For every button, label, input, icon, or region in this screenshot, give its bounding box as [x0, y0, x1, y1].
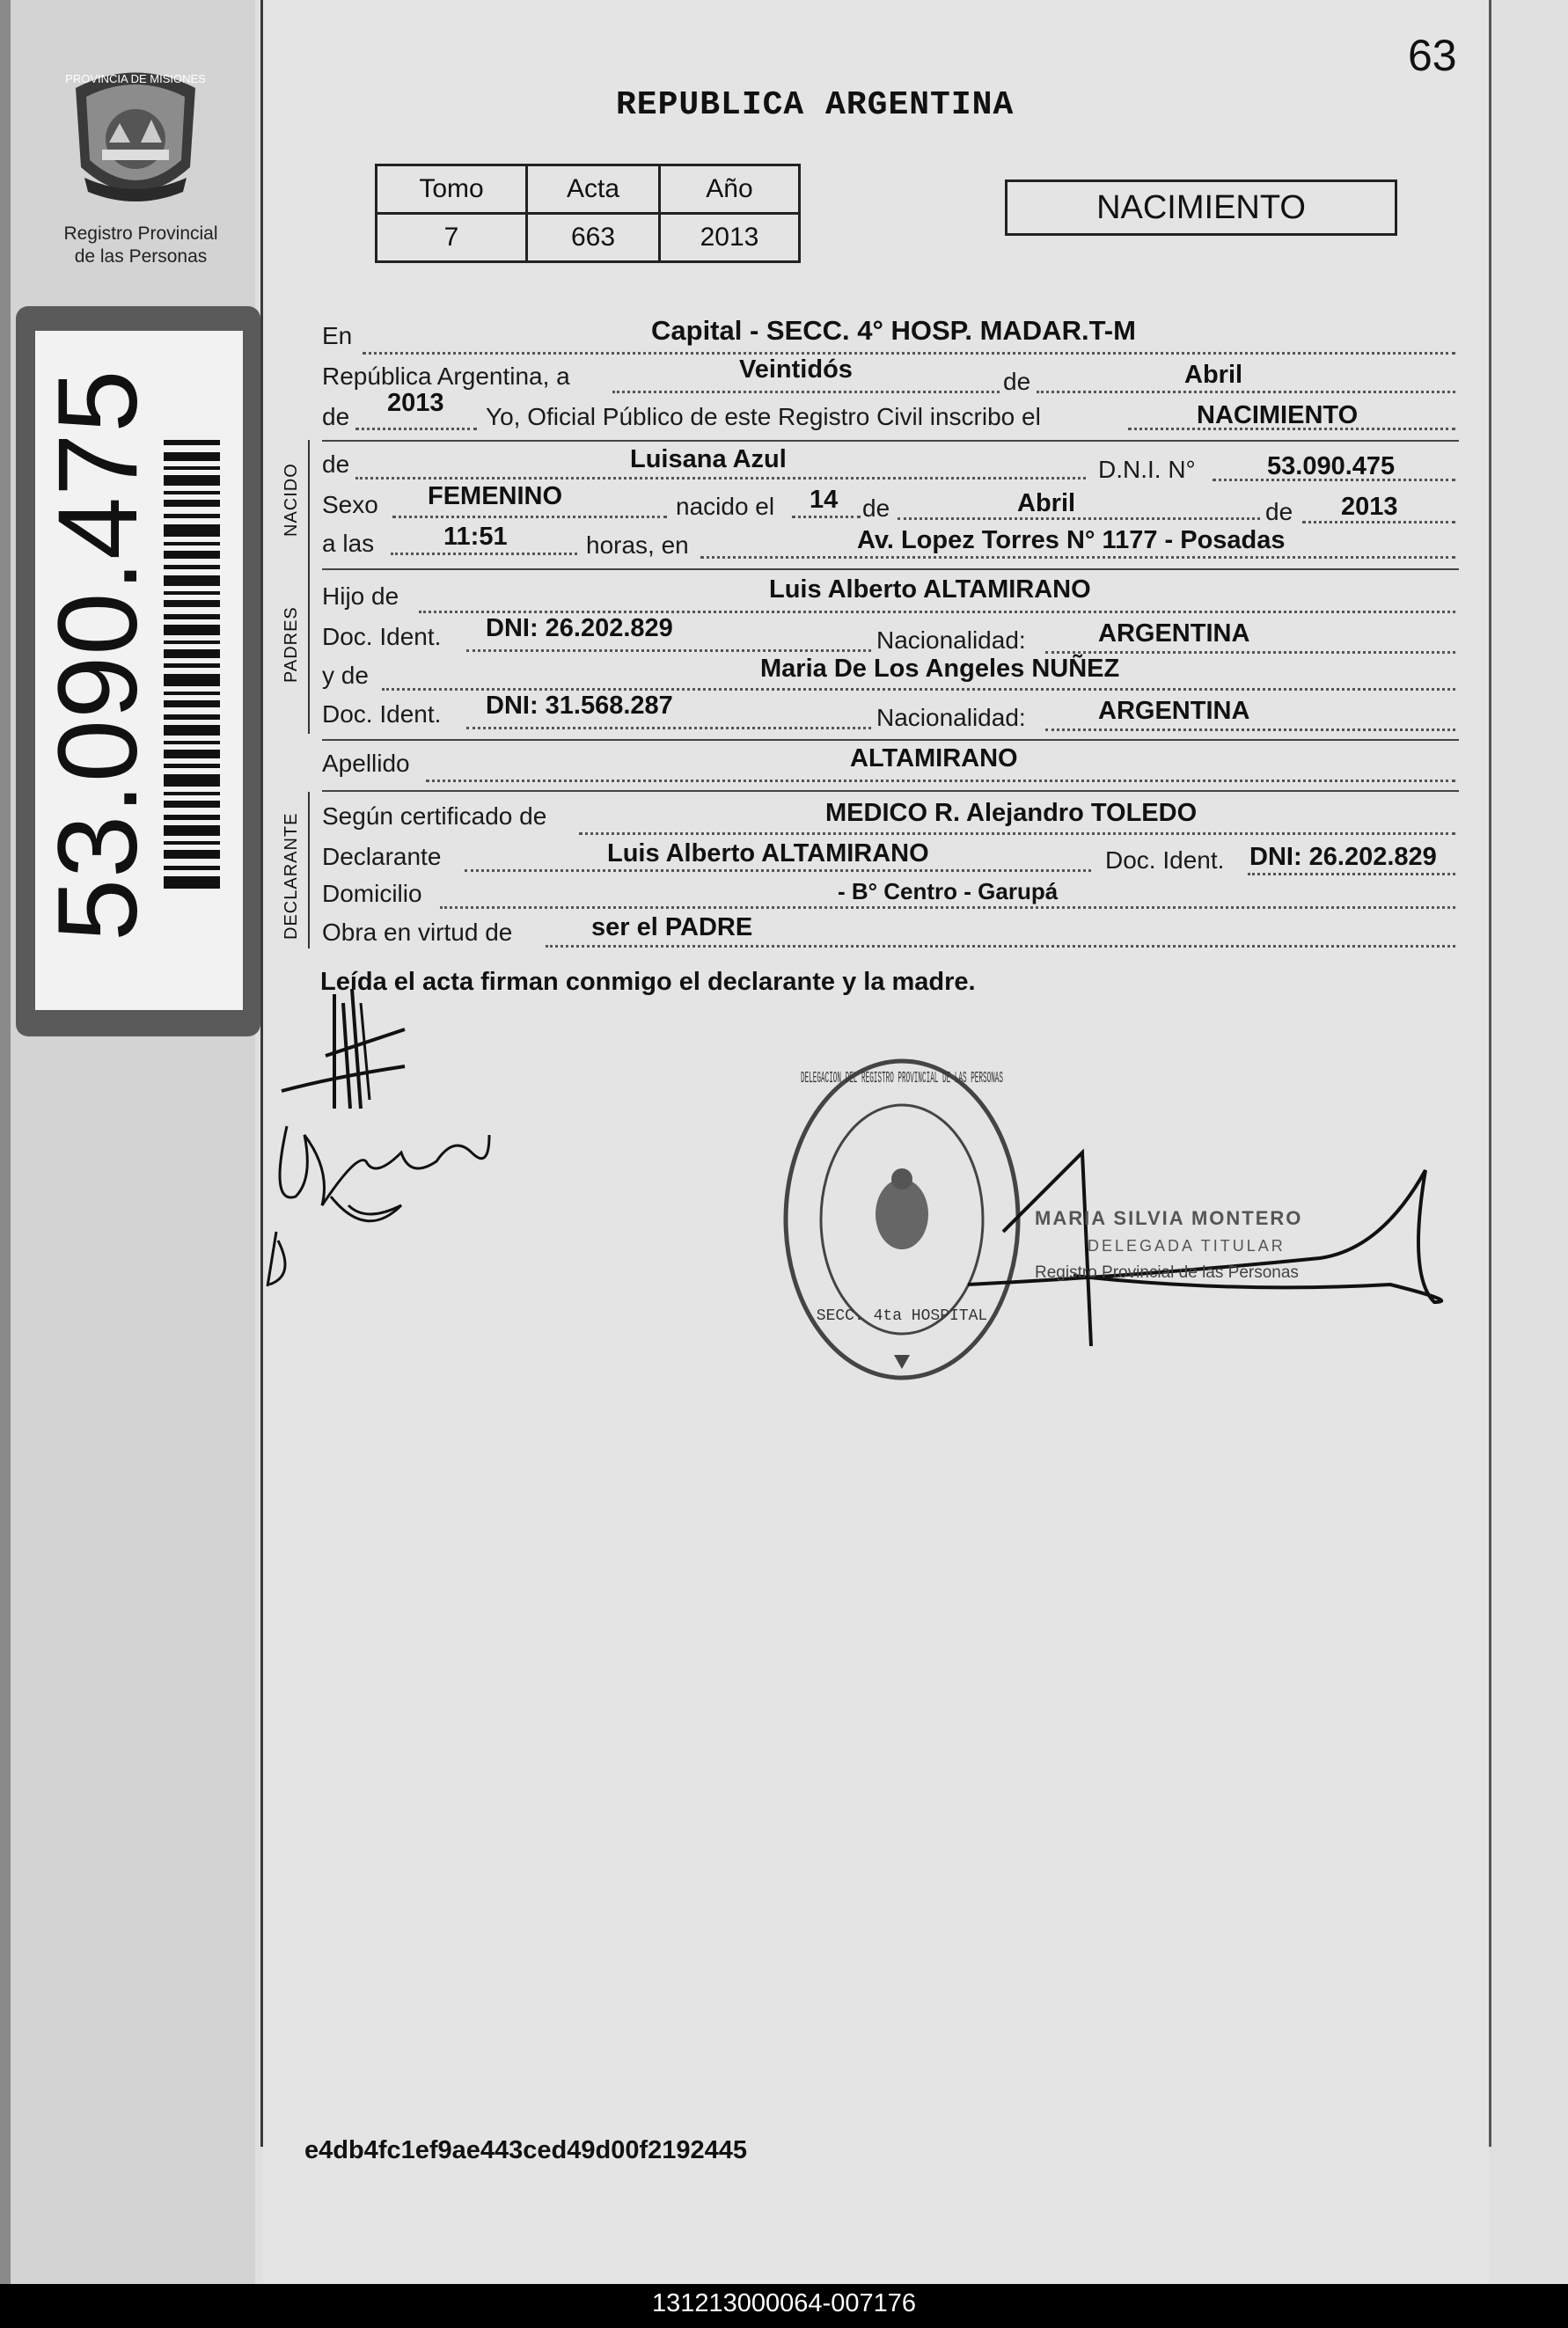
year-field: 2013 — [387, 389, 444, 417]
certificado-field: MEDICO R. Alejandro TOLEDO — [825, 799, 1198, 827]
inscribe-field: NACIMIENTO — [1197, 401, 1359, 429]
doc-label: Doc. Ident. — [322, 623, 442, 650]
page-number: 63 — [1408, 31, 1457, 80]
nac-label: Nacionalidad: — [876, 626, 1026, 654]
apellido-label: Apellido — [322, 750, 410, 777]
mother-name-field: Maria De Los Angeles NUÑEZ — [760, 655, 1120, 683]
closing-statement: Leída el acta firman conmigo el declarante y la madre. — [320, 968, 976, 996]
section-rule — [322, 440, 1459, 442]
official-name: MARIA SILVIA MONTERO — [1035, 1207, 1303, 1229]
de-label: de — [1003, 368, 1031, 395]
father-doc-field: DNI: 26.202.829 — [486, 614, 673, 642]
hijo-label: Hijo de — [322, 582, 399, 610]
ref-value-ano: 2013 — [660, 214, 800, 262]
binding-edge — [0, 0, 11, 2284]
alas-label: a las — [322, 530, 375, 557]
horas-label: horas, en — [586, 531, 689, 559]
nac-label: Nacionalidad: — [876, 704, 1026, 731]
yde-label: y de — [322, 662, 369, 689]
birth-day-field: 14 — [810, 486, 839, 514]
dni-label: D.N.I. N° — [1098, 456, 1196, 483]
signature-mother-icon — [260, 1100, 524, 1293]
ref-value-acta: 663 — [527, 214, 660, 262]
place-field: Capital - SECC. 4° HOSP. MADAR.T-M — [651, 315, 1136, 346]
right-margin-line — [1489, 0, 1491, 2147]
dotted-line — [355, 428, 477, 430]
sexo-label: Sexo — [322, 491, 378, 518]
section-label-declarante: DECLARANTE — [282, 812, 301, 940]
dotted-line — [1248, 873, 1455, 875]
section-bracket — [308, 792, 310, 948]
en-label: En — [322, 322, 353, 349]
ref-header-ano: Año — [660, 165, 800, 214]
mother-nat-field: ARGENTINA — [1098, 697, 1250, 725]
declarante-label: Declarante — [322, 843, 442, 870]
document-hash: e4db4fc1ef9ae443ced49d00f2192445 — [304, 2136, 748, 2164]
dni-field: 53.090.475 — [1267, 452, 1396, 480]
dotted-line — [1045, 651, 1455, 654]
reference-table — [375, 164, 801, 263]
svg-text:PROVINCIA DE MISIONES: PROVINCIA DE MISIONES — [65, 72, 206, 85]
birth-year-field: 2013 — [1341, 493, 1398, 521]
dotted-line — [700, 556, 1455, 559]
month-field: Abril — [1184, 361, 1243, 389]
left-margin-line — [260, 0, 263, 2147]
dotted-line — [382, 688, 1455, 691]
ref-header-tomo: Tomo — [377, 165, 527, 214]
apellido-field: ALTAMIRANO — [850, 744, 1018, 772]
de-label: de — [1265, 498, 1293, 525]
official-org: Registro Provincial de las Personas — [1035, 1263, 1299, 1282]
registry-label-line1: Registro Provincial — [63, 223, 218, 244]
domicilio-label: Domicilio — [322, 880, 422, 907]
ref-header-acta: Acta — [527, 165, 660, 214]
child-name-field: Luisana Azul — [630, 445, 787, 473]
republica-label: República Argentina, a — [322, 362, 570, 390]
official-role: DELEGADA TITULAR — [1088, 1237, 1286, 1255]
nacido-label: nacido el — [676, 493, 775, 520]
domicilio-field: - B° Centro - Garupá — [838, 878, 1059, 904]
dotted-line — [466, 649, 871, 652]
dotted-line — [465, 869, 1091, 872]
ref-value-tomo: 7 — [377, 214, 527, 262]
dotted-line — [392, 516, 667, 518]
dotted-line — [1045, 728, 1455, 731]
obra-label: Obra en virtud de — [322, 919, 513, 946]
dotted-line — [426, 780, 1455, 782]
time-field: 11:51 — [443, 523, 508, 551]
act-type-box: NACIMIENTO — [1005, 179, 1397, 236]
dotted-line — [579, 832, 1455, 835]
signature-declarant-icon — [273, 985, 449, 1117]
dotted-line — [391, 553, 577, 555]
svg-text:SECC. 4ta HOSPITAL: SECC. 4ta HOSPITAL — [816, 1307, 988, 1325]
dotted-line — [355, 477, 1086, 480]
dni-number-vertical: 53.090.475 — [35, 369, 161, 941]
doc-label: Doc. Ident. — [322, 700, 442, 728]
section-label-nacido: NACIDO — [282, 463, 301, 537]
certificado-label: Según certificado de — [322, 802, 547, 830]
father-name-field: Luis Alberto ALTAMIRANO — [769, 575, 1091, 604]
obra-field: ser el PADRE — [591, 913, 753, 941]
de-label: de — [862, 494, 890, 522]
dotted-line — [466, 727, 871, 729]
dotted-line — [1037, 391, 1455, 393]
decl-doc-field: DNI: 26.202.829 — [1249, 843, 1437, 871]
section-rule — [322, 739, 1459, 741]
declarante-field: Luis Alberto ALTAMIRANO — [607, 839, 929, 868]
barcode-icon — [164, 440, 220, 889]
day-field: Veintidós — [739, 355, 853, 384]
birth-place-field: Av. Lopez Torres N° 1177 - Posadas — [857, 526, 1286, 554]
dotted-line — [363, 352, 1455, 355]
section-bracket — [308, 440, 310, 572]
dotted-line — [419, 611, 1455, 613]
de-label: de — [322, 450, 350, 478]
birth-month-field: Abril — [1017, 489, 1076, 517]
dotted-line — [612, 391, 1000, 393]
dotted-line — [440, 906, 1455, 909]
section-rule — [322, 790, 1459, 792]
province-seal-icon — [67, 62, 204, 216]
registry-label-line2: de las Personas — [74, 246, 208, 267]
dotted-line — [546, 945, 1455, 948]
section-bracket — [308, 572, 310, 734]
country-title: REPUBLICA ARGENTINA — [616, 86, 1015, 124]
dotted-line — [898, 517, 1260, 520]
mother-doc-field: DNI: 31.568.287 — [486, 692, 673, 720]
decl-doc-label: Doc. Ident. — [1105, 846, 1225, 874]
section-label-padres: PADRES — [282, 606, 301, 683]
svg-text:DELEGACION DEL REGISTRO PROVIN: DELEGACION DEL REGISTRO PROVINCIAL DE LAS PERSONAS — [801, 1070, 1003, 1087]
dotted-line — [792, 516, 861, 518]
officer-text: Yo, Oficial Público de este Registro Civil inscribo el — [486, 403, 1041, 430]
father-nat-field: ARGENTINA — [1098, 619, 1250, 648]
de-label: de — [322, 403, 350, 430]
footer-code: 131213000064-007176 — [652, 2289, 916, 2317]
sexo-field: FEMENINO — [428, 482, 563, 510]
section-rule — [322, 568, 1459, 570]
